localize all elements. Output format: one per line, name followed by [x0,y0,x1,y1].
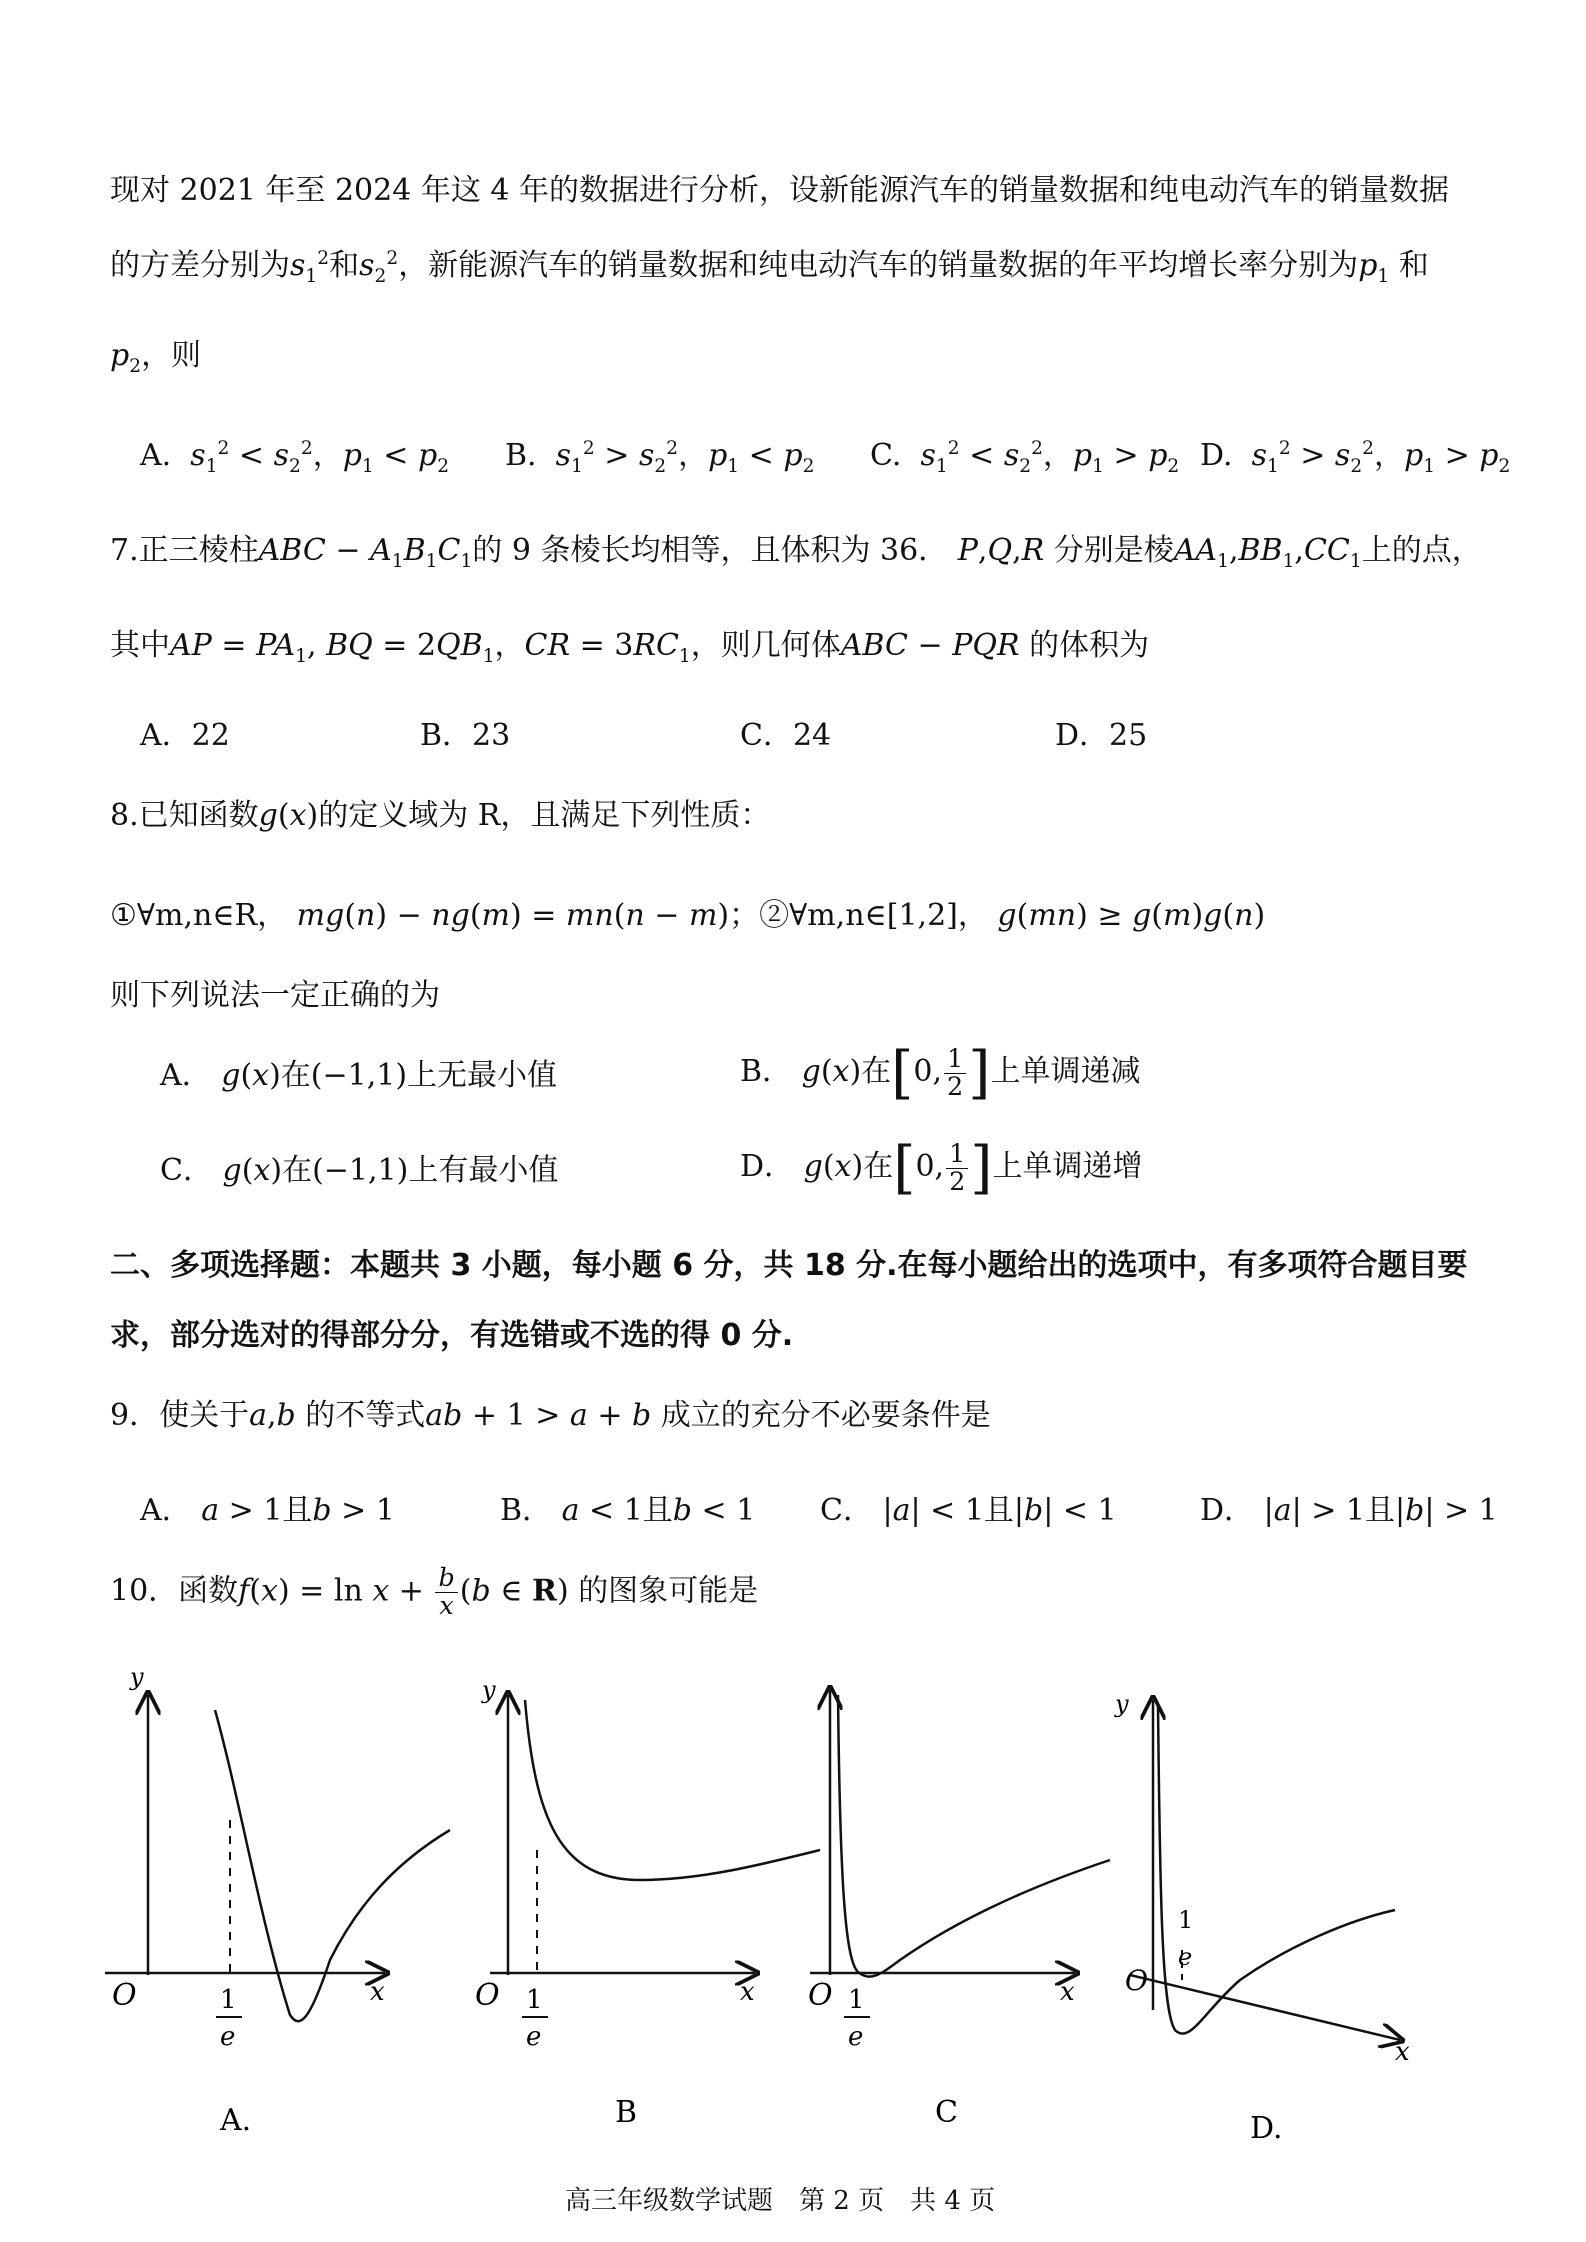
graph-c-caption: C [935,2095,958,2130]
graph-a-y-label: y [130,1663,144,1691]
q9-option-a: A． a > 1且b > 1 [140,1493,395,1528]
graph-d-y-label: y [1115,1690,1129,1718]
q7-line1: 7.正三棱柱ABC − $A_1B_1C_1$的 9 条棱长均相等，且体积为 36． P,Q,R 分别是棱$AA_1,BB_1,CC_1$上的点， [110,533,1482,572]
section2-line2: 求，部分选对的得部分分，有选错或不选的得 0 分. [110,1318,794,1353]
q8-option-b: B． g(x)在[0, $\frac{1}{2}$ ]上单调递减 [740,1040,1141,1106]
graph-a-tick-num: 1 [220,1985,237,2015]
graph-d-x-label: x [1395,2037,1410,2067]
q7-option-d: D．25 [1055,718,1148,753]
graph-c-origin: O [808,1978,833,2013]
q6-option-d: D. $s_1^2 > s_2^2$，$p_1 > p_2$ [1200,438,1511,477]
q8-line3: 则下列说法一定正确的为 [110,978,440,1013]
q9-line: 9．使关于a,b 的不等式ab + 1 > a + b 成立的充分不必要条件是 [110,1398,991,1433]
q6-option-a: A. $s_1^2 < s_2^2$，$p_1 < p_2$ [140,438,450,477]
q6-option-c: C. $s_1^2 < s_2^2$，$p_1 > p_2$ [870,438,1180,477]
graph-c-x-label: x [1060,1977,1075,2007]
q9-option-b: B． a < 1且b < 1 [500,1493,756,1528]
graph-a-tick-den: e [220,2022,236,2052]
q6-line2: 的方差分别为$s_1^2$和$s_2^2$，新能源汽车的销量数据和纯电动汽车的销量数据的年平均增长率分别为$p_1$ 和 [110,248,1429,287]
q8-option-d: D． g(x)在[0, $\frac{1}{2}$ ]上单调递增 [740,1135,1143,1201]
q8-line1: 8.已知函数g(x)的定义域为 R，且满足下列性质： [110,798,771,833]
q7-line2: 其中AP = $PA_1$, BQ = $2QB_1$，CR = $3RC_1$，则几何体ABC − PQR 的体积为 [110,628,1150,667]
graph-b-tick-den: e [526,2022,542,2052]
q10-graphs [0,1650,1586,2170]
graph-d-tick-num: 1 [1178,1906,1194,1934]
graph-c-tick-den: e [848,2022,864,2052]
q6-line3: $p_2$，则 [110,338,202,377]
graph-d-origin: O [1125,1964,1148,1997]
q9-option-d: D． |a| > 1且|b| > 1 [1200,1493,1498,1528]
graph-c-tick-num: 1 [848,1985,865,2015]
q7-option-a: A．22 [140,718,230,753]
graph-d-caption: D. [1250,2111,1283,2146]
graph-a-origin: O [112,1978,137,2013]
q6-option-b: B. $s_1^2 > s_2^2$，$p_1 < p_2$ [505,438,815,477]
q8-option-a: A． g(x)在(−1,1)上无最小值 [160,1058,558,1093]
graph-a-caption: A. [220,2103,252,2138]
graph-a [105,1695,450,2021]
q8-option-c: C． g(x)在(−1,1)上有最小值 [160,1153,559,1188]
q10-line: 10．函数f(x) = ln x + $\frac{b}{x}$ (b ∈ R) 的图象可能是 [110,1563,759,1621]
graph-d [1130,1700,1400,2040]
page-footer: 高三年级数学试题 第 2 页 共 4 页 [565,2186,996,2216]
graph-d-tick-den: e [1178,1943,1193,1971]
graph-b-caption: B [615,2095,638,2130]
section2-line1: 二、多项选择题：本题共 3 小题，每小题 6 分，共 18 分.在每小题给出的选项中，有多项符合题目要 [110,1248,1468,1283]
graph-c [810,1690,1110,1977]
graph-b [490,1695,820,1975]
q6-line1: 现对 2021 年至 2024 年这 4 年的数据进行分析，设新能源汽车的销量数据和纯电动汽车的销量数据 [110,173,1449,208]
graph-b-x-label: x [740,1977,755,2007]
graph-b-y-label: y [482,1676,496,1704]
q7-option-c: C．24 [740,718,832,753]
q9-option-c: C． |a| < 1且|b| < 1 [820,1493,1117,1528]
q7-option-b: B．23 [420,718,511,753]
q8-properties: ①∀m,n∈R， mg(n) − ng(m) = mn(n − m)；②∀m,n∈[1,2]， g(mn) ≥ g(m)g(n) [110,898,1266,933]
graph-a-x-label: x [370,1977,385,2007]
graph-b-tick-num: 1 [526,1985,543,2015]
graph-b-origin: O [475,1978,500,2013]
